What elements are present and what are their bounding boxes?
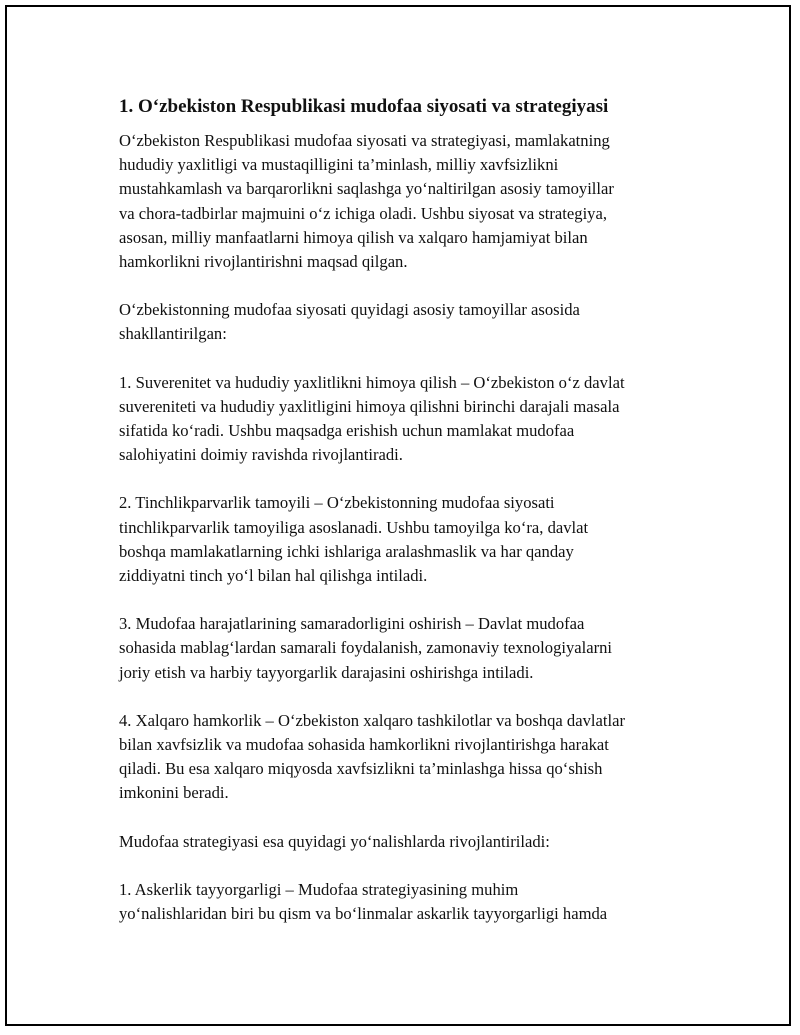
paragraph-principle-2 xyxy=(119,491,699,588)
document-body xyxy=(119,95,699,950)
paragraph-line: 3. Mudofaa harajatlarining samaradorligini oshirish – Davlat mudofaa xyxy=(119,614,585,634)
paragraph-intro xyxy=(119,129,699,274)
paragraph-line: hududiy yaxlitligi va mustaqilligini ta’minlash, milliy xavfsizlikni xyxy=(119,155,559,175)
paragraph-line: mustahkamlash va barqarorlikni saqlashga yo‘naltirilgan asosiy tamoyillar xyxy=(119,179,614,199)
paragraph-line: 2. Tinchlikparvarlik tamoyili – O‘zbekistonning mudofaa siyosati xyxy=(119,493,555,513)
paragraph-principle-4 xyxy=(119,709,699,806)
paragraph-line: qiladi. Bu esa xalqaro miqyosda xavfsizlikni ta’minlashga hissa qo‘shish xyxy=(119,759,603,779)
paragraph-line: shakllantirilgan: xyxy=(119,324,227,344)
paragraph-line: imkonini beradi. xyxy=(119,783,229,803)
paragraph-line: asosan, milliy manfaatlarni himoya qilish va xalqaro hamjamiyat bilan xyxy=(119,227,588,247)
paragraph-line: 4. Xalqaro hamkorlik – O‘zbekiston xalqaro tashkilotlar va boshqa davlatlar xyxy=(119,710,625,730)
paragraph-line: O‘zbekistonning mudofaa siyosati quyidagi asosiy tamoyillar asosida xyxy=(119,300,580,320)
paragraph-line: bilan xavfsizlik va mudofaa sohasida hamkorlikni rivojlantirishga harakat xyxy=(119,735,609,755)
paragraph-line: 1. Askerlik tayyorgarligi – Mudofaa strategiyasining muhim xyxy=(119,879,519,899)
paragraph-line: sifatida ko‘radi. Ushbu maqsadga erishish uchun mamlakat mudofaa xyxy=(119,421,575,441)
paragraph-principle-3 xyxy=(119,612,699,685)
paragraph-principle-1 xyxy=(119,371,699,468)
paragraph-line: va chora-tadbirlar majmuini o‘z ichiga oladi. Ushbu siyosat va strategiya, xyxy=(119,203,607,223)
paragraph-line: Mudofaa strategiyasi esa quyidagi yo‘nalishlarda rivojlantiriladi: xyxy=(119,831,550,851)
paragraph-line: boshqa mamlakatlarning ichki ishlariga aralashmaslik va har qanday xyxy=(119,541,574,561)
paragraph-strategy-intro xyxy=(119,830,699,854)
paragraph-line: salohiyatini doimiy ravishda rivojlantiradi. xyxy=(119,445,403,465)
paragraph-line: joriy etish va harbiy tayyorgarlik darajasini oshirishga intiladi. xyxy=(119,662,534,682)
paragraph-line: yo‘nalishlaridan biri bu qism va bo‘linmalar askarlik tayyorgarligi hamda xyxy=(119,904,608,924)
section-heading: 1. O‘zbekiston Respublikasi mudofaa siyosati va strategiyasi xyxy=(119,96,609,117)
paragraph-line: ziddiyatni tinch yo‘l bilan hal qilishga intiladi. xyxy=(119,566,428,586)
paragraph-line: suvereniteti va hududiy yaxlitligini himoya qilishni birinchi darajali masala xyxy=(119,396,620,416)
paragraph-line: O‘zbekiston Respublikasi mudofaa siyosati va strategiyasi, mamlakatning xyxy=(119,131,610,150)
page-frame xyxy=(5,5,791,1026)
paragraph-line: 1. Suverenitet va hududiy yaxlitlikni himoya qilish – O‘zbekiston o‘z davlat xyxy=(119,372,625,392)
paragraph-line: sohasida mablag‘lardan samarali foydalanish, zamonaviy texnologiyalarni xyxy=(119,638,613,658)
paragraph-line: hamkorlikni rivojlantirishni maqsad qilgan. xyxy=(119,252,408,272)
paragraph-line: tinchlikparvarlik tamoyiliga asoslanadi. Ushbu tamoyilga ko‘ra, davlat xyxy=(119,517,589,537)
paragraph-strategy-1 xyxy=(119,878,699,926)
paragraph-principles-intro xyxy=(119,298,699,346)
